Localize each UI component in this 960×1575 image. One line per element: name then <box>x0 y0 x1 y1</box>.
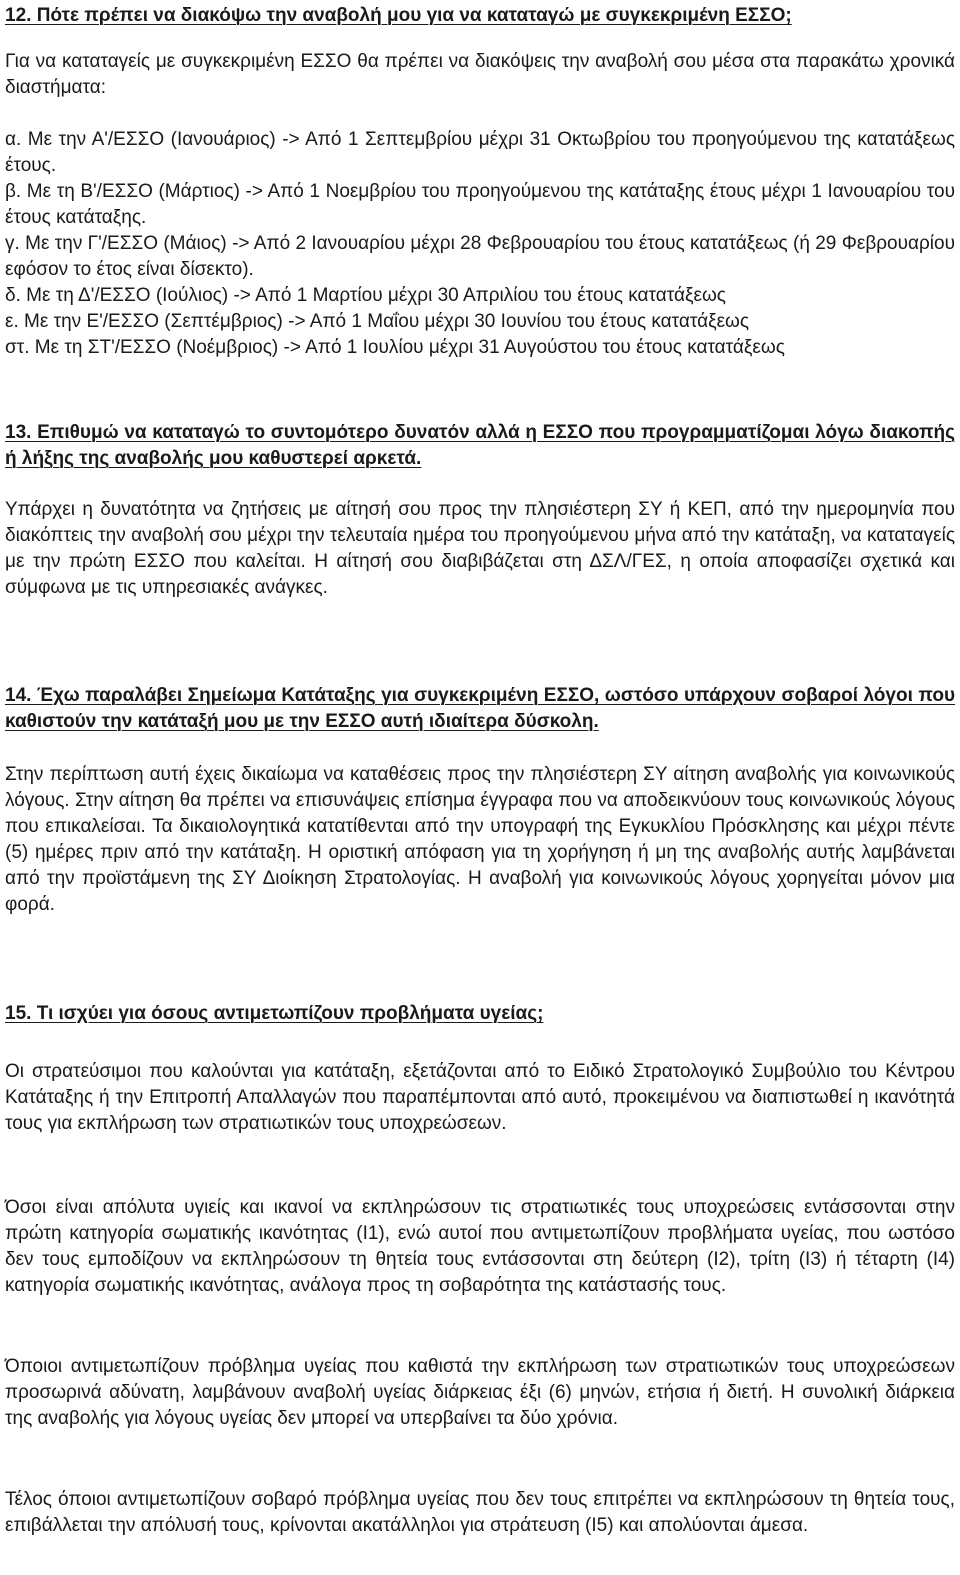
question-14-heading: 14. Έχω παραλάβει Σημείωμα Κατάταξης για συγκεκριμένη ΕΣΣΟ, ωστόσο υπάρχουν σοβαροί λόγοι που καθιστούν την κατάταξή μου με την ΕΣΣΟ αυτή ιδιαίτερα δύσκολη. <box>5 685 955 732</box>
question-13-answer: Υπάρχει η δυνατότητα να ζητήσεις με αίτησή σου προς την πλησιέστερη ΣΥ ή ΚΕΠ, από την ημερομηνία που διακόπτεις την αναβολή σου μέχρι την τελευταία ημέρα του προηγούμενου μήνα από την κατάταξη, να καταταγείς με την πρώτη ΕΣΣΟ που καλείται. Η αίτησή σου διαβιβάζεται στη ΔΣΛ/ΓΕΣ, η οποία αποφασίζει σχετικά και σύμφωνα με τις υπηρεσιακές ανάγκες. <box>5 499 955 598</box>
question-12-heading: 12. Πότε πρέπει να διακόψω την αναβολή μου για να καταταγώ με συγκεκριμένη ΕΣΣΟ; <box>5 5 792 26</box>
question-15-heading: 15. Τι ισχύει για όσους αντιμετωπίζουν προβλήματα υγείας; <box>5 1003 544 1024</box>
question-15-paragraph: Τέλος όποιοι αντιμετωπίζουν σοβαρό πρόβλημα υγείας που δεν τους επιτρέπει να εκπληρώσουν τη θητεία τους, επιβάλλεται την απόλυσή τους, κρίνονται ακατάλληλοι για στράτευση (Ι5) και απολύονται άμεσα. <box>5 1489 955 1536</box>
list-item: β. Με τη Β'/ΕΣΣΟ (Μάρτιος) -> Από 1 Νοεμβρίου του προηγούμενου της κατάταξης έτους μέχρι 1 Ιανουαρίου του έτους κατάταξης. <box>5 181 955 228</box>
list-item: α. Με την Α'/ΕΣΣΟ (Ιανουάριος) -> Από 1 Σεπτεμβρίου μέχρι 31 Οκτωβρίου του προηγούμενου της κατατάξεως έτους. <box>5 129 955 176</box>
question-14-answer: Στην περίπτωση αυτή έχεις δικαίωμα να καταθέσεις προς την πλησιέστερη ΣΥ αίτηση αναβολής για κοινωνικούς λόγους. Στην αίτηση θα πρέπει να επισυνάψεις επίσημα έγγραφα που να αποδεικνύουν τους κοινωνικούς λόγους που επικαλείσαι. Τα δικαιολογητικά κατατίθενται από την υπογραφή της Εγκυκλίου Πρόσκλησης και μέχρι πέντε (5) ημέρες πριν από την κατάταξη. Η οριστική απόφαση για τη χορήγηση ή μη της αναβολής αυτής λαμβάνεται από την προϊστάμενη της ΣΥ Διοίκηση Στρατολογίας. Η αναβολή για κοινωνικούς λόγους χορηγείται μόνον μια φορά. <box>5 764 955 915</box>
question-15-paragraph: Οι στρατεύσιμοι που καλούνται για κατάταξη, εξετάζονται από το Ειδικό Στρατολογικό Συμβούλιο του Κέντρου Κατάταξης ή την Επιτροπή Απαλλαγών που παραπέμπονται από αυτό, προκειμένου να διαπιστωθεί η ικανότητά τους για εκπλήρωση των στρατιωτικών τους υποχρεώσεων. <box>5 1061 955 1134</box>
list-item: στ. Με τη ΣΤ'/ΕΣΣΟ (Νοέμβριος) -> Από 1 Ιουλίου μέχρι 31 Αυγούστου του έτους κατατάξεως <box>5 337 785 358</box>
question-13-heading: 13. Επιθυμώ να καταταγώ το συντομότερο δυνατόν αλλά η ΕΣΣΟ που προγραμματίζομαι λόγω διακοπής ή λήξης της αναβολής μου καθυστερεί αρκετά. <box>5 422 955 469</box>
list-item: γ. Με την Γ'/ΕΣΣΟ (Μάιος) -> Από 2 Ιανουαρίου μέχρι 28 Φεβρουαρίου του έτους κατατάξεως (ή 29 Φεβρουαρίου εφόσον το έτος είναι δίσεκτο). <box>5 233 955 280</box>
question-12-intro: Για να καταταγείς με συγκεκριμένη ΕΣΣΟ θα πρέπει να διακόψεις την αναβολή σου μέσα στα παρακάτω χρονικά διαστήματα: <box>5 51 955 98</box>
question-15-paragraph: Όσοι είναι απόλυτα υγιείς και ικανοί να εκπληρώσουν τις στρατιωτικές τους υποχρεώσεις εντάσσονται στην πρώτη κατηγορία σωματικής ικανότητας (Ι1), ενώ αυτοί που αντιμετωπίζουν προβλήματα υγείας, που ωστόσο δεν τους εμποδίζουν να εκπληρώσουν τη θητεία τους εντάσσονται στη δεύτερη (Ι2), τρίτη (Ι3) ή τέταρτη (Ι4) κατηγορία σωματικής ικανότητας, ανάλογα προς τη σοβαρότητα της κατάστασής τους. <box>5 1197 955 1296</box>
list-item: δ. Με τη Δ'/ΕΣΣΟ (Ιούλιος) -> Από 1 Μαρτίου μέχρι 30 Απριλίου του έτους κατατάξεως <box>5 285 726 306</box>
list-item: ε. Με την Ε'/ΕΣΣΟ (Σεπτέμβριος) -> Από 1 Μαΐου μέχρι 30 Ιουνίου του έτους κατατάξεως <box>5 311 750 332</box>
question-15-paragraph: Όποιοι αντιμετωπίζουν πρόβλημα υγείας που καθιστά την εκπλήρωση των στρατιωτικών τους υποχρεώσεων προσωρινά αδύνατη, λαμβάνουν αναβολή υγείας διάρκειας έξι (6) μηνών, ετήσια ή διετή. Η συνολική διάρκεια της αναβολής για λόγους υγείας δεν μπορεί να υπερβαίνει τα δύο χρόνια. <box>5 1356 955 1429</box>
essso-schedule-list <box>5 127 955 361</box>
